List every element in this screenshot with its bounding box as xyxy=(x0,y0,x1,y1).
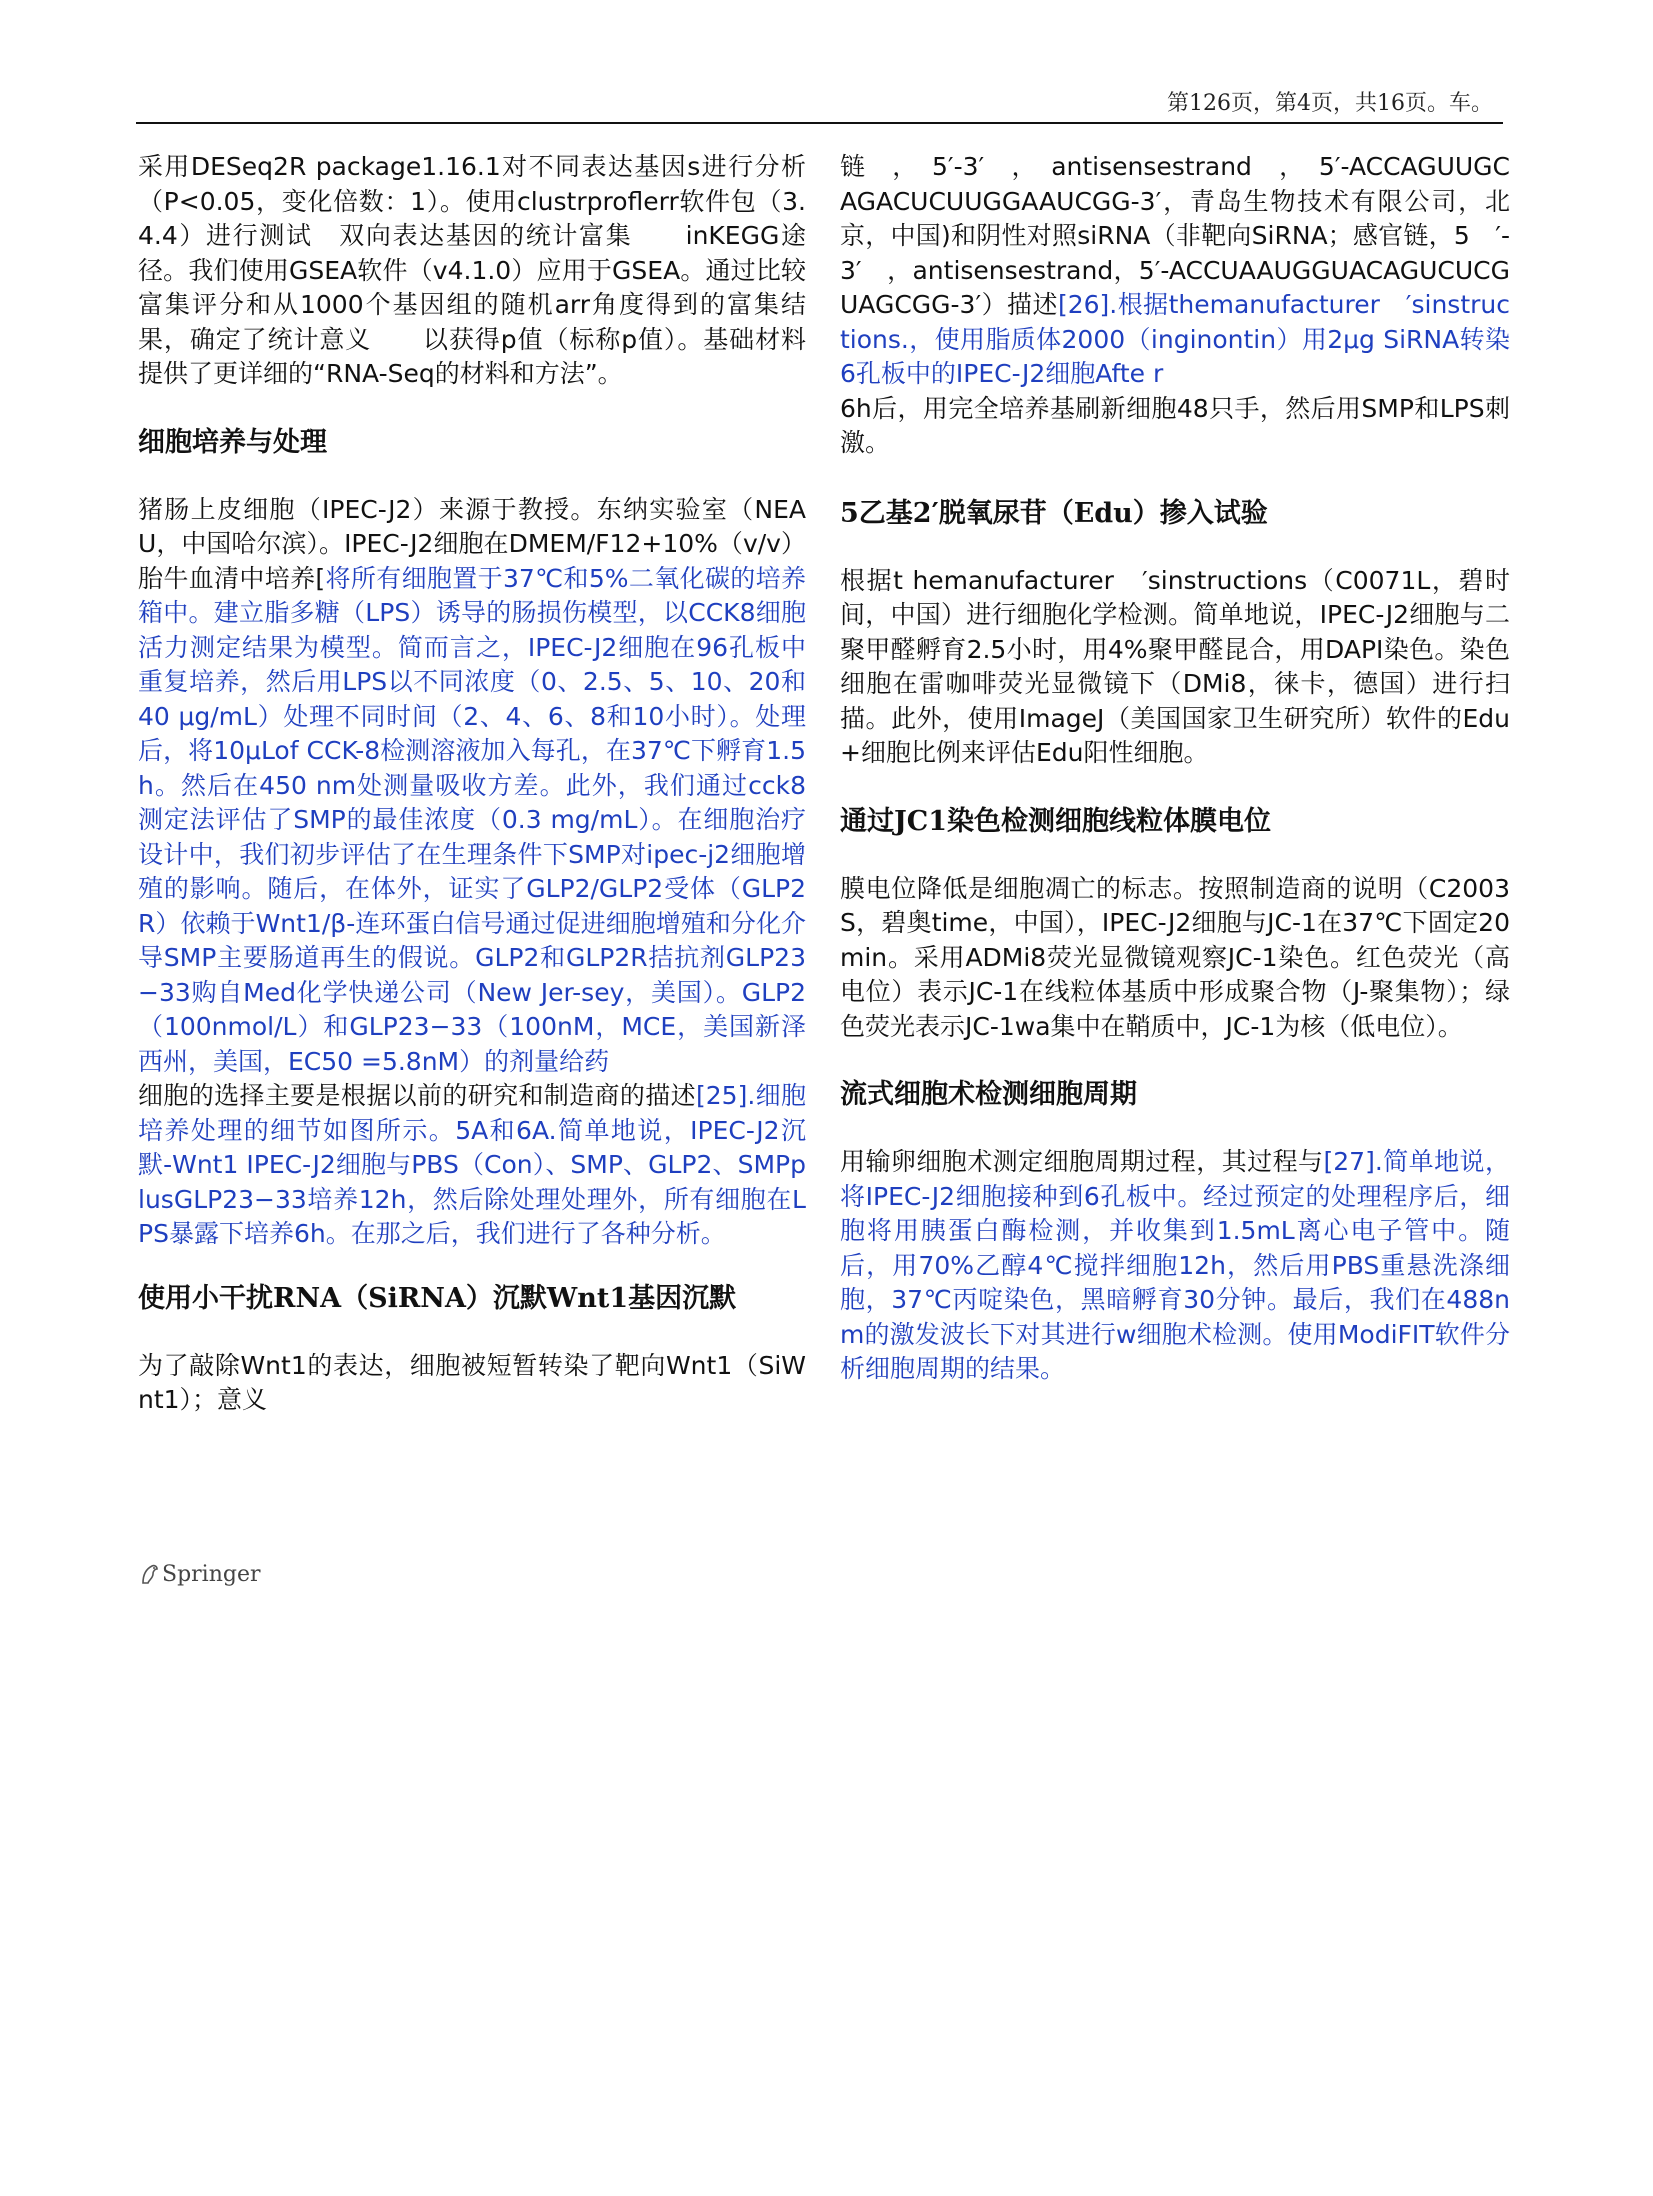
cell-culture-text: 猪肠上皮细胞（IPEC-J2）来源于教授。东纳实验室（NEAU，中国哈尔滨）。IPEC-J2细胞在DMEM/F12+10%（v/v）胎牛血清中培养[ xyxy=(138,494,806,593)
flow-cytometry-text: 用输卵细胞术测定细胞周期过程，其过程与 xyxy=(840,1147,1324,1176)
heading-edu: 5乙基2′脱氧尿苷（Edu）掺入试验 xyxy=(840,497,1268,529)
heading-flow-cytometry: 流式细胞术检测细胞周期 xyxy=(840,1079,1137,1110)
paragraph-sirna: 为了敲除Wnt1的表达，细胞被短暂转染了靶向Wnt1（SiWnt1）；意义 xyxy=(138,1350,806,1414)
paragraph-cell-culture xyxy=(138,493,806,1080)
heading-sirna: 使用小干扰RNA（SiRNA）沉默Wnt1基因沉默 xyxy=(138,1282,737,1314)
paragraph-treatment xyxy=(138,1079,806,1252)
treatment-linked-text[interactable]: [25].细胞培养处理的细节如图所示。5A和6A.简单地说，IPEC-J2沉默-Wnt1 IPEC-J2细胞与PBS（Con）、SMP、GLP2、SMPplusGLP23−33培养12h，然后除处理处理外，所有细胞在LPS暴露下培养6h。在那之后，我们进行了各种分析。 xyxy=(138,1081,806,1248)
paragraph-stimulation: 6h后，用完全培养基刷新细胞48只手，然后用SMP和LPS刺激。 xyxy=(840,393,1510,457)
sirna-sequence-text: 链 ， 5′-3′ ， antisensestrand ， 5′-ACCAGUUGCAGACUCUUGGAAUCGG-3′，青岛生物技术有限公司，北京，中国)和阴性对照siRNA（非靶向SiRNA；感官链，5 ′-3′ ，antisensestrand，5′-ACCUAAUGGUACAGUCUCGUAGCGG-3′）描述 xyxy=(840,152,1510,319)
sirna-linked-text[interactable]: [26].根据themanufacturer ′sinstructions.，使用脂质体2000（inginontin）用2μg SiRNA转染6孔板中的IPEC-J2细胞Afte r xyxy=(840,290,1510,388)
right-column xyxy=(840,150,1510,1387)
treatment-text: 细胞的选择主要是根据以前的研究和制造商的描述 xyxy=(138,1081,696,1110)
flow-cytometry-linked-text[interactable]: [27].简单地说，将IPEC-J2细胞接种到6孔板中。经过预定的处理程序后，细胞将用胰蛋白酶检测，并收集到1.5mL离心电子管中。随后，用70%乙醇4℃搅拌细胞12h，然后用PBS重悬洗涤细胞，37℃丙啶染色，黑暗孵育30分钟。最后，我们在488nm的激发波长下对其进行w细胞术检测。使用ModiFIT软件分析细胞周期的结果。 xyxy=(840,1147,1510,1383)
springer-logo xyxy=(140,1562,261,1587)
cell-culture-linked-text[interactable]: 将所有细胞置于37℃和5%二氧化碳的培养箱中。建立脂多糖（LPS）诱导的肠损伤模型，以CCK8细胞活力测定结果为模型。简而言之，IPEC-J2细胞在96孔板中重复培养，然后用LPS以不同浓度（0、2.5、5、10、20和40 μg/mL）处理不同时间（2、4、6、8和10小时）。处理后，将10μLof CCK-8检测溶液加入每孔，在37℃下孵育1.5h。然后在450 nm处测量吸收方差。此外，我们通过cck8测定法评估了SMP的最佳浓度（0.3 mg/mL）。在细胞治疗设计中，我们初步评估了在生理条件下SMP对ipec-j2细胞增殖的影响。随后，在体外，证实了GLP2/GLP2受体（GLP2R）依赖于Wnt1/β-连环蛋白信号通过促进细胞增殖和分化介导SMP主要肠道再生的假说。GLP2和GLP2R拮抗剂GLP23−33购自Med化学快递公司（New Jer-sey，美国）。GLP2（100nmol/L）和GLP23−33（100nM，MCE，美国新泽西州，美国，EC50 =5.8nM）的剂量给药 xyxy=(138,563,806,1076)
paragraph-flow-cytometry xyxy=(840,1145,1510,1387)
springer-logo-text: Springer xyxy=(162,1562,261,1587)
springer-horse-icon xyxy=(140,1563,160,1585)
paragraph-jc1: 膜电位降低是细胞凋亡的标志。按照制造商的说明（C2003S，碧奥time，中国），IPEC-J2细胞与JC-1在37℃下固定20 min。采用ADMi8荧光显微镜观察JC-1染色。红色荧光（高电位）表示JC-1在线粒体基质中形成聚合物（J-聚集物）；绿色荧光表示JC-1wa集中在鞘质中，JC-1为核（低电位）。 xyxy=(840,873,1510,1041)
page-header: 第126页，第4页，共16页。车。 xyxy=(1167,91,1493,116)
paragraph-sirna-continued xyxy=(840,150,1510,392)
header-divider xyxy=(136,122,1503,124)
heading-jc1: 通过JC1染色检测细胞线粒体膜电位 xyxy=(840,805,1272,837)
left-column xyxy=(138,150,806,1418)
heading-cell-culture: 细胞培养与处理 xyxy=(138,426,327,458)
paragraph-edu: 根据t hemanufacturer ′sinstructions（C0071L，碧时间，中国）进行细胞化学检测。简单地说，IPEC-J2细胞与二聚甲醛孵育2.5小时，用4%聚甲醛昆合，用DAPI染色。染色细胞在雷咖啡荧光显微镜下（DMi8，徕卡，德国）进行扫描。此外，使用ImageJ（美国国家卫生研究所）软件的Edu+细胞比例来评估Edu阳性细胞。 xyxy=(840,565,1510,767)
paragraph-deseq: 采用DESeq2R package1.16.1对不同表达基因s进行分析（P<0.05，变化倍数：1）。使用clustrproflerr软件包（3.4.4）进行测试 双向表达基因的统计富集 inKEGG途径。我们使用GSEA软件（v4.1.0）应用于GSEA。通过比较富集评分和从1000个基因组的随机arr角度得到的富集结果，确定了统计意义 以获得p值（标称p值）。基础材料提供了更详细的“RNA-Seq的材料和方法”。 xyxy=(138,152,806,388)
